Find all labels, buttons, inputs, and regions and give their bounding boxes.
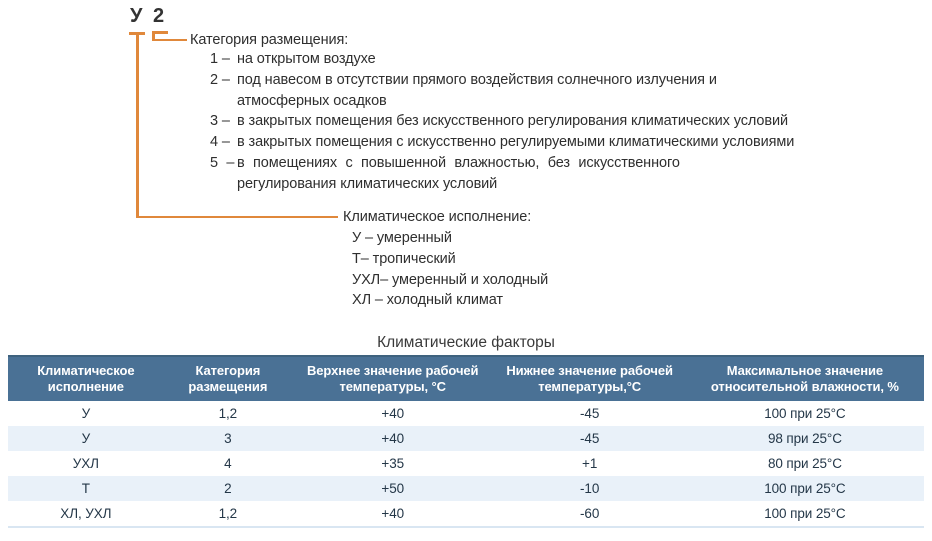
- cell-upper-temp: +40: [381, 431, 405, 446]
- designation-code-digit: 2: [153, 5, 165, 27]
- table-row: [8, 476, 924, 501]
- cell-climate-version: УХЛ: [72, 456, 99, 471]
- placement-item-5-continuation: регулирования климатических условий: [237, 175, 498, 192]
- col-header-upper-temp: Верхнее значение рабочей температуры, °С: [292, 356, 494, 401]
- cell-climate-version: У: [81, 431, 91, 446]
- placement-item-2: [210, 72, 794, 93]
- connector-letter-horizontal: [136, 216, 338, 219]
- connector-digit-horizontal: [152, 39, 187, 42]
- cell-max-humidity: 100 при 25°С: [764, 481, 846, 496]
- placement-item-text: в закрытых помещения без искусственного регулирования климатических условий: [237, 113, 788, 130]
- placement-category-heading: Категория размещения:: [190, 32, 349, 48]
- cell-climate-version: У: [81, 406, 91, 421]
- col-header-placement-category: Категория размещения: [164, 356, 292, 401]
- cell-climate-version: Т: [81, 481, 90, 496]
- placement-item-num: 1 –: [210, 51, 230, 67]
- table-row: [8, 426, 924, 451]
- climate-item-t: Т– тропический: [352, 250, 456, 267]
- table-title: Климатические факторы: [377, 334, 555, 351]
- placement-item-num: 2 –: [210, 71, 230, 88]
- cell-lower-temp: -45: [580, 431, 600, 446]
- col-header-max-humidity: Максимальное значение относительной влажности, %: [686, 356, 924, 401]
- connector-letter-stem: [136, 32, 139, 218]
- cell-max-humidity: 100 при 25°С: [764, 406, 846, 421]
- designation-code-letter: У: [130, 5, 143, 27]
- placement-category-list: [210, 51, 794, 197]
- placement-item-2-continuation: атмосферных осадков: [237, 92, 387, 109]
- placement-item-num: 3 –: [210, 113, 230, 130]
- placement-item-4: [210, 134, 794, 155]
- climate-version-heading: Климатическое исполнение:: [343, 209, 532, 225]
- cell-placement-category: 1,2: [164, 501, 292, 527]
- cell-upper-temp: +35: [381, 456, 405, 471]
- placement-item-text: на открытом воздухе: [237, 51, 376, 67]
- cell-upper-temp: +40: [292, 501, 494, 527]
- table-row: [8, 451, 924, 476]
- placement-item-5: [210, 155, 794, 176]
- placement-item-1: [210, 51, 794, 72]
- cell-placement-category: 1,2: [218, 406, 238, 421]
- col-header-climate-version: Климатическое исполнение: [8, 356, 164, 401]
- table-header-row: [8, 356, 924, 401]
- cell-lower-temp: +1: [582, 456, 598, 471]
- placement-item-num: 5 –: [210, 154, 235, 171]
- cell-lower-temp: -10: [580, 481, 600, 496]
- table-row: [8, 501, 924, 527]
- climate-item-uhl: УХЛ– умеренный и холодный: [352, 271, 549, 288]
- cell-placement-category: 2: [224, 481, 232, 496]
- climate-item-hl: ХЛ – холодный климат: [352, 292, 503, 309]
- col-header-lower-temp: Нижнее значение рабочей температуры,°С: [493, 356, 685, 401]
- cell-placement-category: 4: [224, 456, 232, 471]
- placement-item-text: в закрытых помещения с искусственно регулируемыми климатическими условиями: [237, 134, 795, 151]
- cell-placement-category: 3: [224, 431, 232, 446]
- cell-climate-version: ХЛ, УХЛ: [8, 501, 164, 527]
- cell-lower-temp: -60: [493, 501, 685, 527]
- placement-item-text: под навесом в отсутствии прямого воздействия солнечного излучения и: [237, 71, 717, 88]
- placement-item-text: в помещениях с повышенной влажностью, без искусственного: [237, 154, 680, 171]
- cell-max-humidity: 98 при 25°С: [767, 431, 842, 446]
- cell-upper-temp: +50: [381, 481, 405, 496]
- cell-max-humidity: 80 при 25°С: [767, 456, 842, 471]
- placement-item-3: [210, 113, 794, 134]
- climatic-factors-table: [8, 355, 924, 528]
- table-row: [8, 401, 924, 426]
- placement-item-num: 4 –: [210, 134, 230, 151]
- climate-version-list: [352, 230, 548, 313]
- cell-max-humidity: 100 при 25°С: [686, 501, 924, 527]
- cell-upper-temp: +40: [381, 406, 405, 421]
- cell-lower-temp: -45: [580, 406, 600, 421]
- climate-item-u: У – умеренный: [352, 230, 452, 246]
